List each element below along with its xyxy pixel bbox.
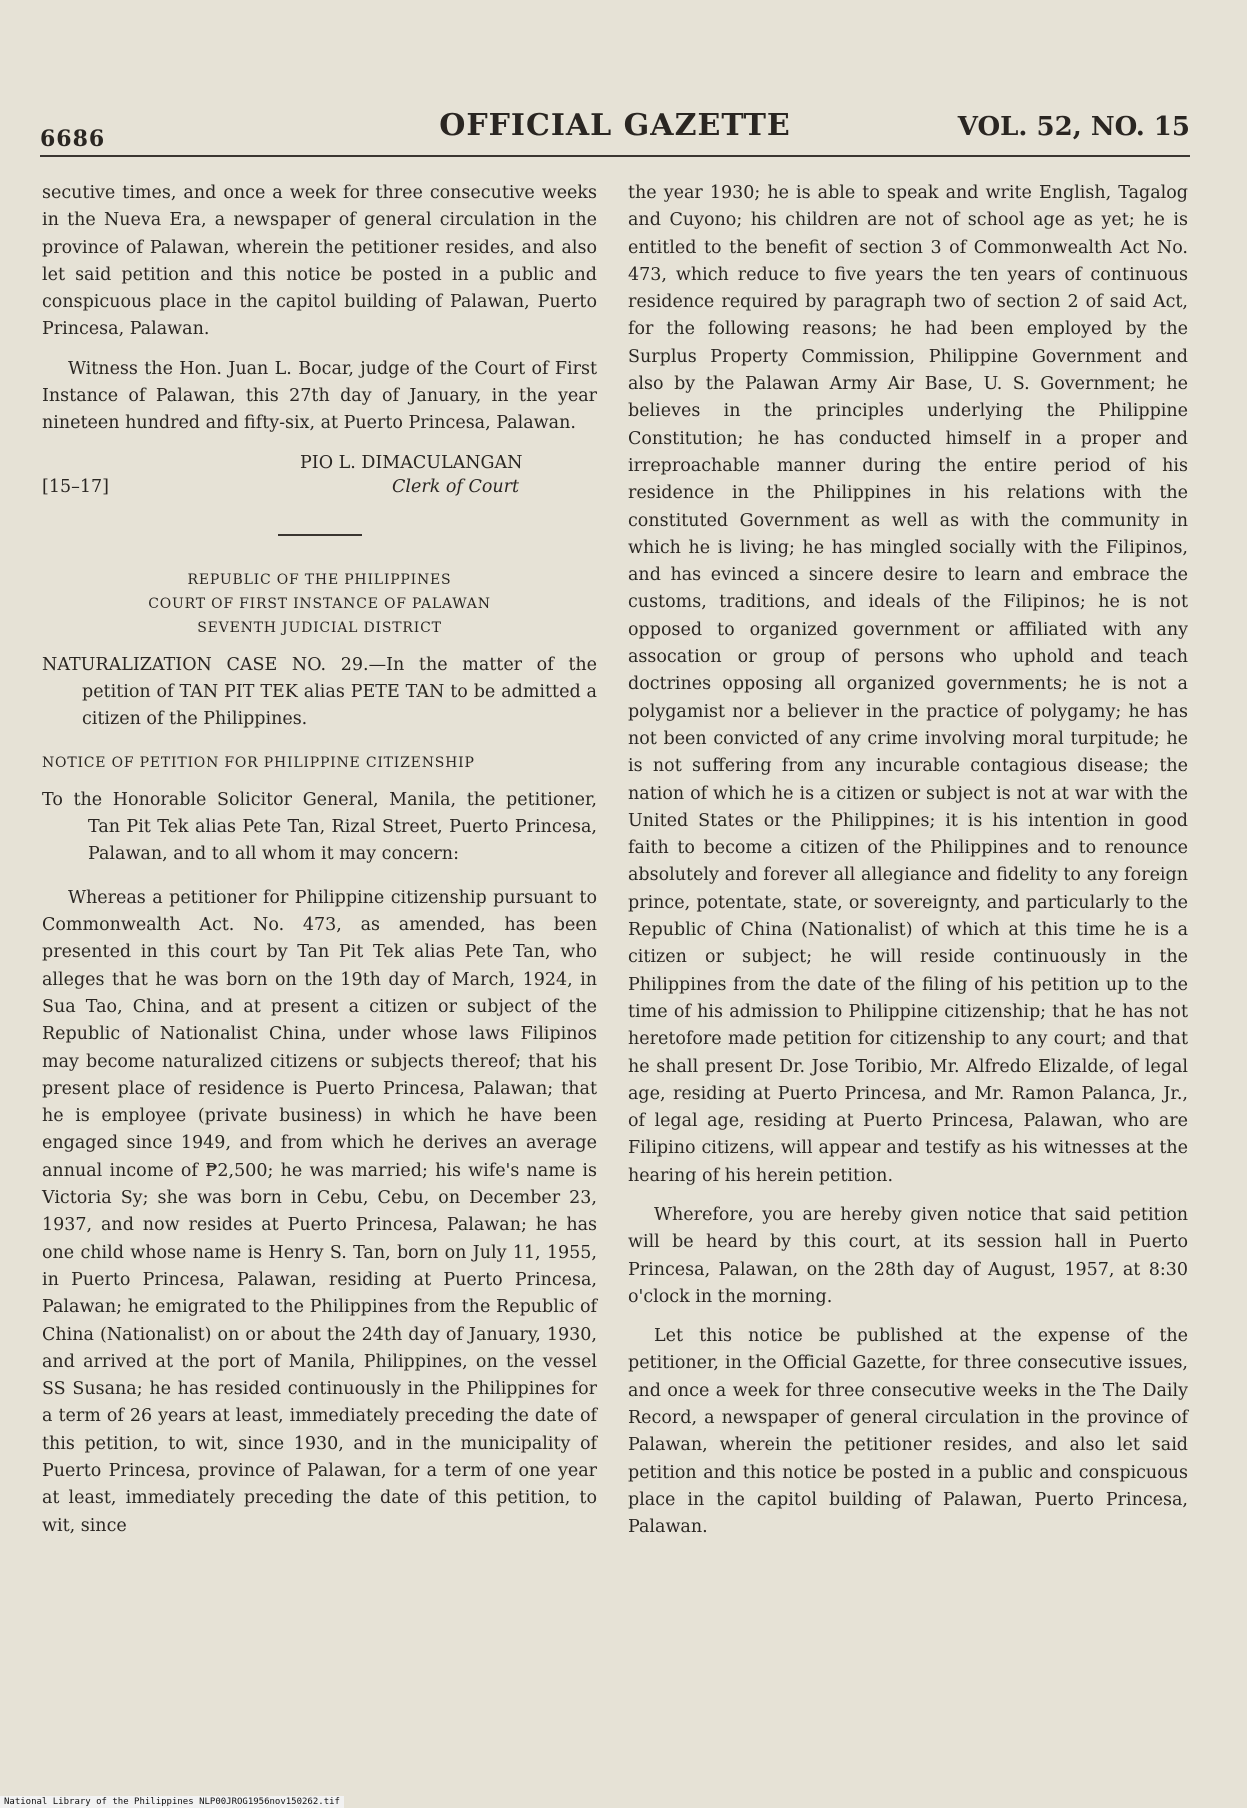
paragraph: Wherefore, you are hereby given notice that said petition will be heard by this court, at its session hall in Puerto Princesa, Palawan, on the 28th day of August, 1957, at 8:30 o'clock in the morning.	[628, 1204, 1188, 1307]
paragraph: Witness the Hon. Juan L. Bocar, judge of the Court of First Instance of Palawan, this 27th day of January, in the year nineteen hundred and fifty-six, at Puerto Princesa, Palawan.	[42, 358, 597, 434]
header-rule	[40, 155, 1190, 157]
court-line: SEVENTH JUDICIAL DISTRICT	[197, 619, 442, 636]
notice-address: To the Honorable Solicitor General, Manila, the petitioner, Tan Pit Tek alias Pete Tan, Rizal Street, Puerto Princesa, Palawan, and to all whom it may concern:	[42, 789, 597, 865]
left-column	[42, 180, 597, 1552]
signature-block	[42, 450, 597, 510]
right-column	[628, 180, 1188, 1554]
paragraph: Let this notice be published at the expense of the petitioner, in the Official Gazette, for three consecutive issues, and once a week for three consecutive weeks in the The Daily Record, a newspaper of general circulation in the province of Palawan, wherein the petitioner resides, and also let said petition and this notice be posted in a public and conspicuous place in the capitol building of Palawan, Puerto Princesa, Palawan.	[628, 1326, 1188, 1538]
court-heading	[42, 568, 597, 640]
page-number: 6686	[40, 126, 106, 152]
paragraph: Whereas a petitioner for Philippine citizenship pursuant to Commonwealth Act. No. 473, as amended, has been presented in this court by Tan Pit Tek alias Pete Tan, who alleges that he was born on the 19th day of March, 1924, in Sua Tao, China, and at present a citizen or subject of the Republic of Nationalist China, under whose laws Filipinos may become naturalized citizens or subjects thereof; that his present place of residence is Puerto Princesa, Palawan; that he is employee (private business) in which he have been engaged since 1949, and from which he derives an average annual income of ₱2,500; he was married; his wife's name is Victoria Sy; she was born in Cebu, Cebu, on December 23, 1937, and now resides at Puerto Princesa, Palawan; he has one child whose name is Henry S. Tan, born on July 11, 1955, in Puerto Princesa, Palawan, residing at Puerto Princesa, Palawan; he emigrated to the Philippines from the Republic of China (Nationalist) on or about the 24th day of January, 1930, and arrived at the port of Manila, Philippines, on the vessel SS Susana; he has resided continuously in the Philippines for a term of 26 years at least, immediately preceding the date of this petition, to wit, since 1930, and in the municipality of Puerto Princesa, province of Palawan, for a term of one year at least, immediately preceding the date of this petition, to wit, since	[42, 887, 597, 1536]
signature-name: PIO L. DIMACULANGAN	[300, 452, 523, 473]
court-line: REPUBLIC OF THE PHILIPPINES	[187, 571, 452, 588]
paragraph: secutive times, and once a week for three consecutive weeks in the Nueva Era, a newspaper of general circulation in the province of Palawan, wherein the petitioner resides, and also let said petition and this notice be posted in a public and conspicuous place in the capitol building of Palawan, Puerto Princesa, Palawan.	[42, 183, 597, 340]
page-header	[40, 108, 1190, 158]
issue-reference: [15–17]	[42, 476, 109, 497]
notice-heading: NOTICE OF PETITION FOR PHILIPPINE CITIZENSHIP	[42, 754, 475, 771]
volume-number: VOL. 52, NO. 15	[957, 112, 1190, 142]
scan-footer: National Library of the Philippines NLP00JROG1956nov150262.tif	[0, 1796, 344, 1808]
publication-title: OFFICIAL GAZETTE	[439, 108, 791, 143]
case-title: NATURALIZATION CASE NO. 29.—In the matter of the petition of TAN PIT TEK alias PETE TAN to be admitted a citizen of the Philippines.	[42, 654, 597, 730]
paragraph: the year 1930; he is able to speak and write English, Tagalog and Cuyono; his children are not of school age as yet; he is entitled to the benefit of section 3 of Commonwealth Act No. 473, which reduce to five years the ten years of continuous residence required by paragraph two of section 2 of said Act, for the following reasons; he had been employed by the Surplus Property Commission, Philippine Government and also by the Palawan Army Air Base, U. S. Government; he believes in the principles underlying the Philippine Constitution; he has conducted himself in a proper and irreproachable manner during the entire period of his residence in the Philippines in his relations with the constituted Government as well as with the community in which he is living; he has mingled socially with the Filipinos, and has evinced a sincere desire to learn and embrace the customs, traditions, and ideals of the Filipinos; he is not opposed to organized government or affiliated with any assocation or group of persons who uphold and teach doctrines opposing all organized governments; he is not a polygamist nor a believer in the practice of polygamy; he has not been convicted of any crime involving moral turpitude; he is not suffering from any incurable contagious disease; the nation of which he is a citizen or subject is not at war with the United States or the Philippines; it is his intention in good faith to become a citizen of the Philippines and to renounce absolutely and forever all allegiance and fidelity to any foreign prince, potentate, state, or sovereignty, and particularly to the Republic of China (Nationalist) of which at this time he is a citizen or subject; he will reside continuously in the Philippines from the date of the filing of his petition up to the time of his admission to Philippine citizenship; that he has not heretofore made petition for citizenship to any court; and that he shall present Dr. Jose Toribio, Mr. Alfredo Elizalde, of legal age, residing at Puerto Princesa, and Mr. Ramon Palanca, Jr., of legal age, residing at Puerto Princesa, Palawan, who are Filipino citizens, will appear and testify as his witnesses at the hearing of his herein petition.	[628, 183, 1188, 1186]
section-divider	[278, 534, 362, 536]
signature-title: Clerk of Court	[392, 476, 520, 497]
court-line: COURT OF FIRST INSTANCE OF PALAWAN	[148, 595, 491, 612]
